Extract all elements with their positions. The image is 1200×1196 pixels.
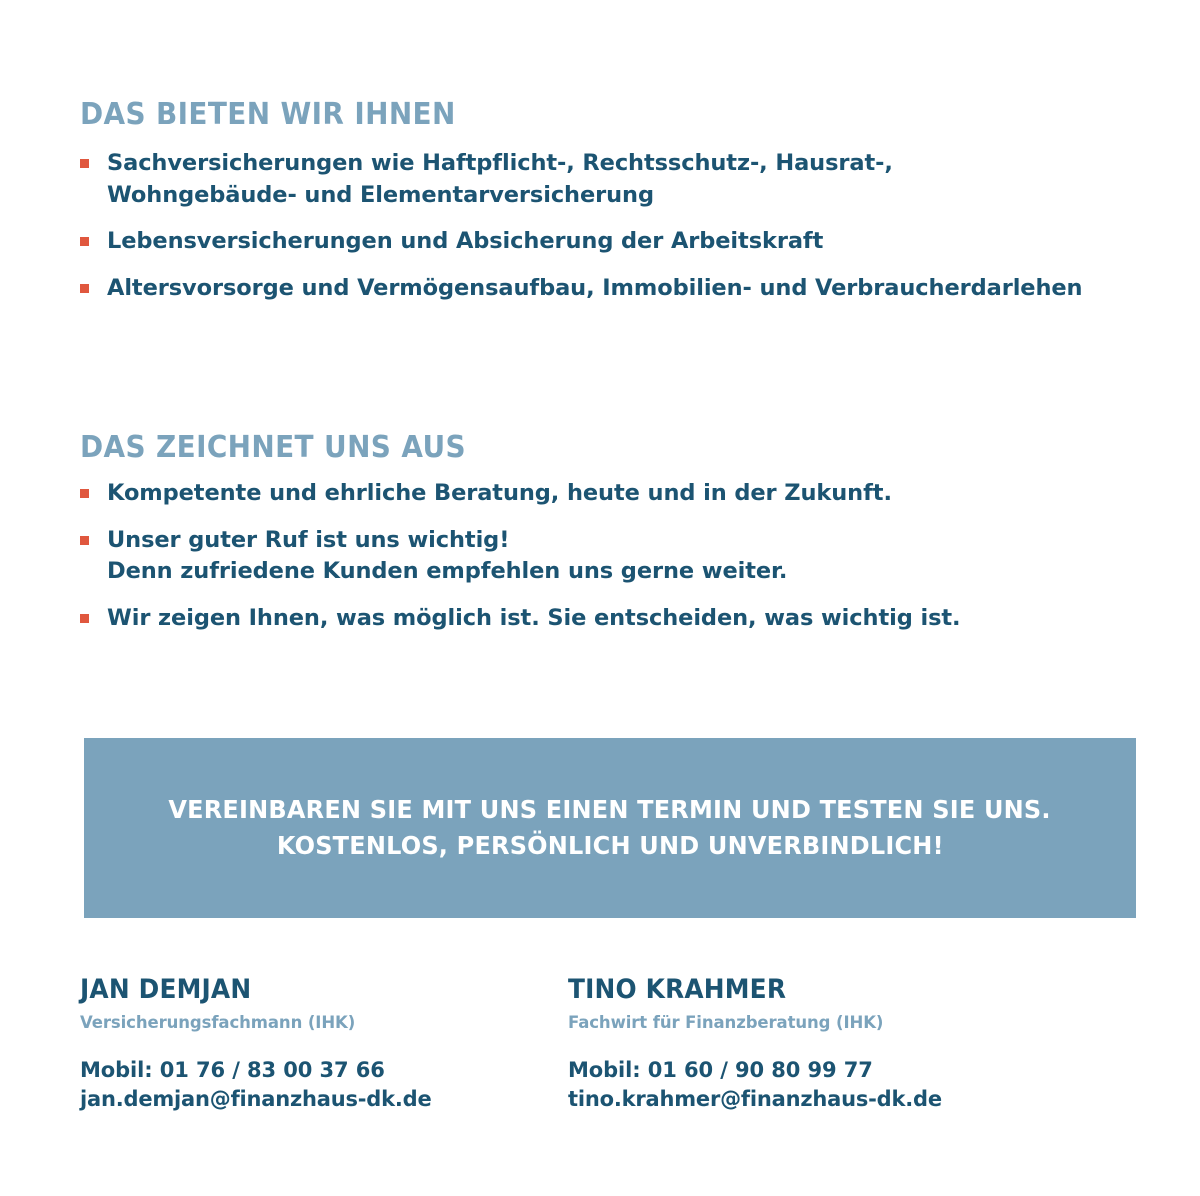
- cta-line-2: KOSTENLOS, PERSÖNLICH UND UNVERBINDLICH!: [276, 831, 944, 860]
- square-bullet-icon: [80, 237, 89, 246]
- contact-role: Fachwirt für Finanzberatung (IHK): [568, 1012, 884, 1032]
- contact-email[interactable]: tino.krahmer@finanzhaus-dk.de: [568, 1086, 942, 1111]
- contact-name: JAN DEMJAN: [80, 974, 252, 1005]
- list-item-line: Wohngebäude- und Elementarversicherung: [107, 181, 654, 208]
- contact-phone[interactable]: Mobil: 01 60 / 90 80 99 77: [568, 1057, 873, 1082]
- list-item-line: Denn zufriedene Kunden empfehlen uns gerne weiter.: [107, 558, 788, 584]
- contact-card-jan-demjan: [80, 975, 432, 1111]
- square-bullet-icon: [80, 614, 89, 623]
- contact-name: TINO KRAHMER: [568, 974, 787, 1005]
- list-item: [80, 525, 1140, 588]
- cta-banner: [84, 738, 1136, 918]
- distinctions-list: [80, 478, 1140, 634]
- list-item: [80, 478, 1140, 510]
- list-item-line: Altersvorsorge und Vermögensaufbau, Immobilien- und Verbraucherdarlehen: [107, 274, 1083, 301]
- square-bullet-icon: [80, 159, 89, 168]
- list-item: [80, 148, 1140, 211]
- square-bullet-icon: [80, 489, 89, 498]
- section-heading-offerings: DAS BIETEN WIR IHNEN: [80, 96, 456, 132]
- list-item-line: Lebensversicherungen und Absicherung der Arbeitskraft: [107, 228, 824, 254]
- list-item-line: Kompetente und ehrliche Beratung, heute und in der Zukunft.: [107, 480, 892, 506]
- contact-role: Versicherungsfachmann (IHK): [80, 1012, 356, 1032]
- list-item-line: Unser guter Ruf ist uns wichtig!: [107, 526, 510, 553]
- contact-email[interactable]: jan.demjan@finanzhaus-dk.de: [80, 1086, 432, 1111]
- contact-card-tino-krahmer: [568, 975, 942, 1111]
- square-bullet-icon: [80, 284, 89, 293]
- list-item: [80, 226, 1140, 258]
- contact-phone[interactable]: Mobil: 01 76 / 83 00 37 66: [80, 1057, 385, 1082]
- cta-line-1: VEREINBAREN SIE MIT UNS EINEN TERMIN UND TESTEN SIE UNS.: [168, 794, 1052, 824]
- list-item-line: Wir zeigen Ihnen, was möglich ist. Sie entscheiden, was wichtig ist.: [107, 604, 961, 631]
- list-item: [80, 603, 1140, 635]
- list-item-line: Sachversicherungen wie Haftpflicht-, Rechtsschutz-, Hausrat-,: [107, 150, 893, 176]
- list-item: [80, 273, 1140, 305]
- offerings-list: [80, 148, 1140, 304]
- section-heading-distinctions: DAS ZEICHNET UNS AUS: [80, 429, 466, 465]
- square-bullet-icon: [80, 536, 89, 545]
